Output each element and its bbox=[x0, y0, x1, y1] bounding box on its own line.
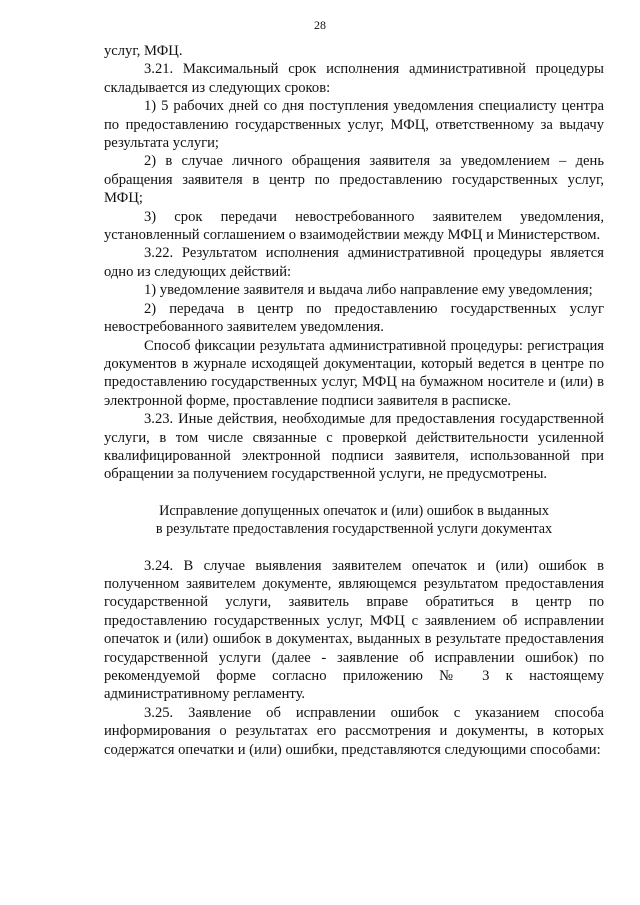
paragraph-3-21: 3.21. Максимальный срок исполнения административной процедуры складывается из следующих сроков: bbox=[104, 61, 604, 96]
list-item-3: 3) срок передачи невостребованного заявителем уведомления, установленный соглашением о взаимодействии между МФЦ и Министерством. bbox=[104, 208, 604, 244]
paragraph-3-22: 3.22. Результатом исполнения административной процедуры является одно из следующих действий: bbox=[104, 245, 604, 280]
paragraph-continuation: услуг, МФЦ. bbox=[104, 43, 183, 59]
list-item-1: 1) 5 рабочих дней со дня поступления уведомления специалисту центра по предоставлению государственных услуг, МФЦ, ответственному за выдачу результата услуги; bbox=[104, 98, 604, 152]
page-number: 28 bbox=[314, 18, 326, 32]
section-heading-line-1: Исправление допущенных опечаток и (или) ошибок в выданных bbox=[159, 502, 549, 519]
section-heading-line-2: в результате предоставления государственной услуги документах bbox=[155, 521, 553, 538]
document-body bbox=[104, 42, 604, 759]
paragraph-3-24: 3.24. В случае выявления заявителем опечаток и (или) ошибок в полученном заявителем документе, являющемся результатом предоставления государственной услуги, заявитель вправе обратиться в центр по предоставлению государственных услуг, МФЦ с заявлением об исправлении опечаток и (или) ошибок в документах, выданных в результате предоставления государственной услуги (далее - заявление об исправлении ошибок) по рекомендуемой форме согласно приложению № 3 к настоящему административному регламенту. bbox=[104, 557, 604, 703]
list-item-2: 2) в случае личного обращения заявителя за уведомлением – день обращения заявителя в центр по предоставлению государственных услуг, МФЦ; bbox=[104, 153, 604, 207]
paragraph-3-23: 3.23. Иные действия, необходимые для предоставления государственной услуги, в том числе связанные с проверкой действительности усиленной квалифицированной электронной подписи заявителя, использованной при обращении за получением государственной услуги, не предусмотрены. bbox=[104, 411, 604, 483]
paragraph-3-25: 3.25. Заявление об исправлении ошибок с указанием способа информирования о результатах его рассмотрения и документы, в которых содержатся опечатки и (или) ошибки, представляются следующими способами: bbox=[104, 704, 604, 758]
section-heading bbox=[104, 502, 604, 539]
paragraph-fixation-method: Способ фиксации результата административной процедуры: регистрация документов в журнале исходящей документации, который ведется в центре по предоставлению государственных услуг, МФЦ на бумажном носителе и (или) в электронной форме, проставление подписи заявителя в расписке. bbox=[104, 337, 604, 409]
result-item-1: 1) уведомление заявителя и выдача либо направление ему уведомления; bbox=[144, 282, 593, 299]
result-item-2: 2) передача в центр по предоставлению государственных услуг невостребованного заявителем уведомления. bbox=[104, 300, 604, 336]
